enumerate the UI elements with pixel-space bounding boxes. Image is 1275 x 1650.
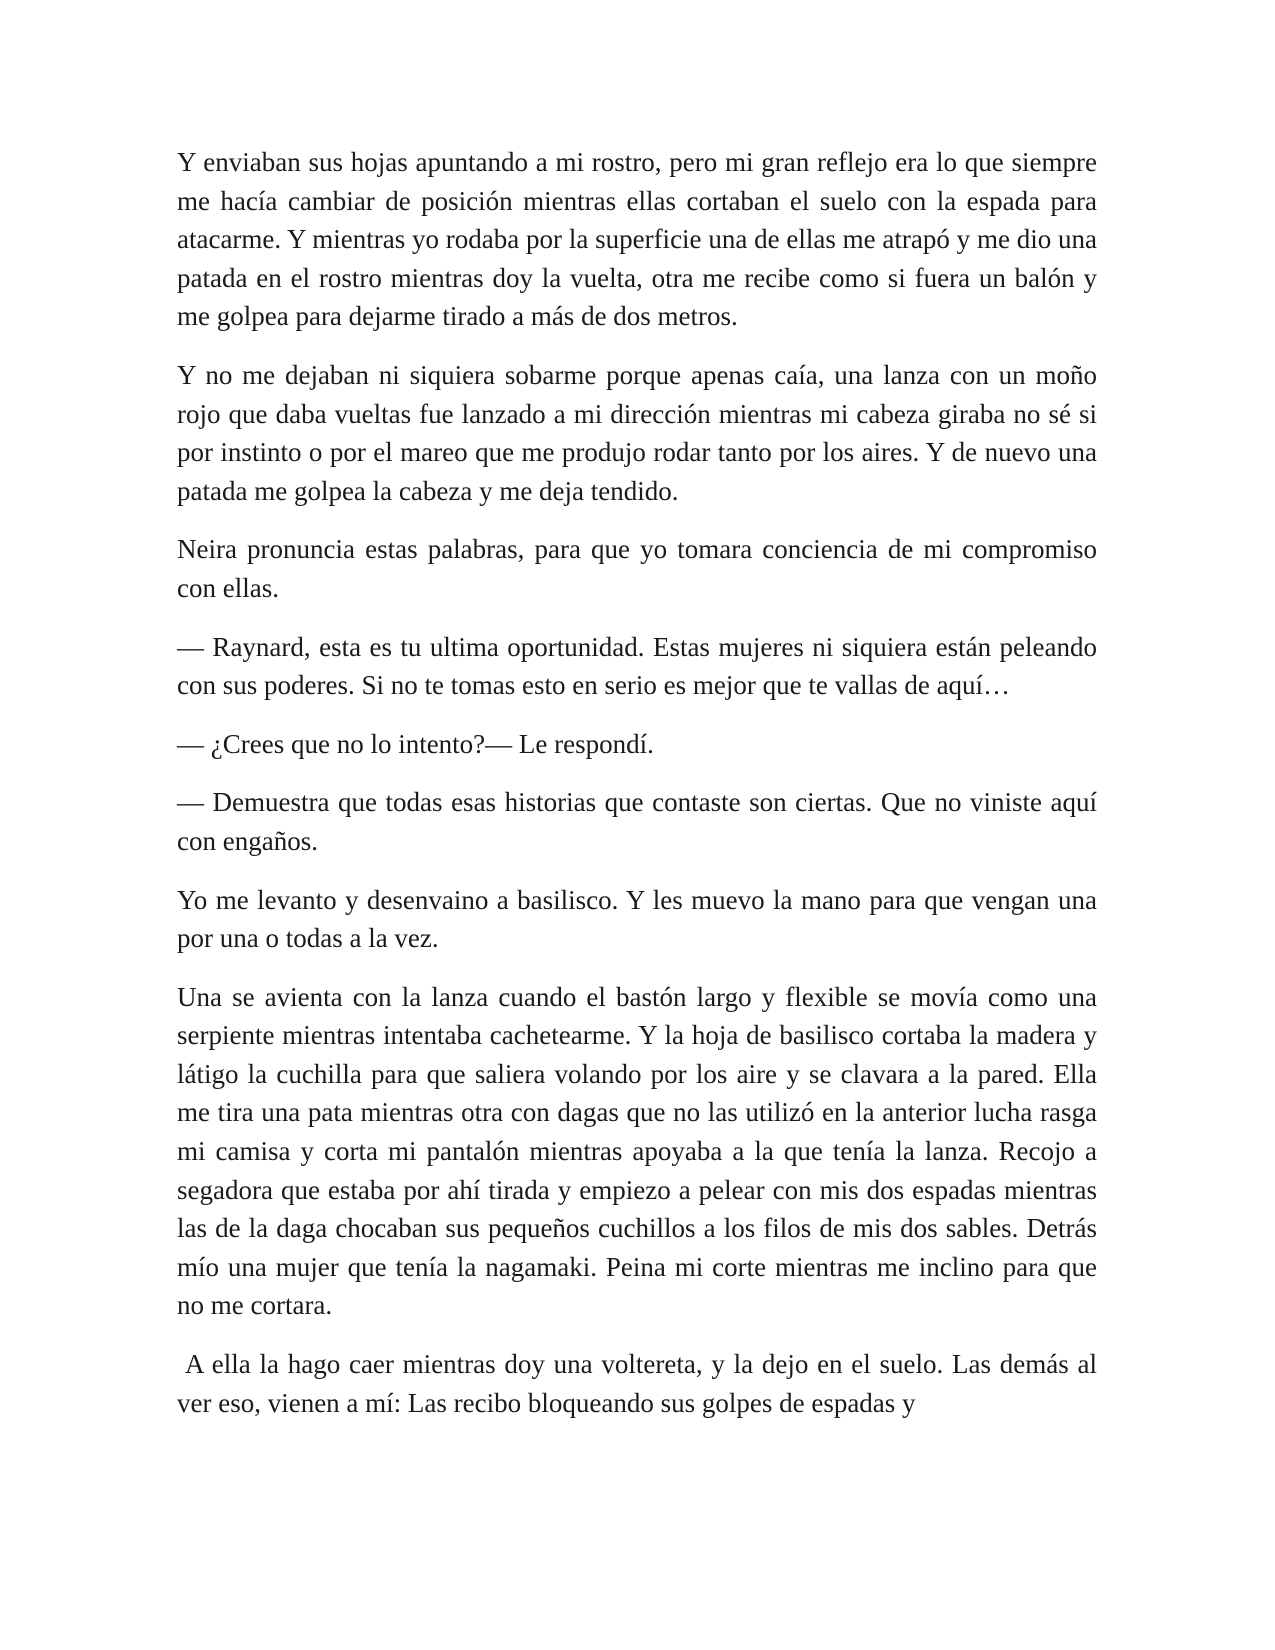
paragraph-5: Una se avienta con la lanza cuando el bastón largo y flexible se movía como una serpiente mientras intentaba cachetearme. Y la hoja de basilisco cortaba la madera y látigo la cuchilla para que saliera volando por los aire y se clavara a la pared. Ella me tira una pata mientras otra con dagas que no las utilizó en la anterior lucha rasga mi camisa y corta mi pantalón mientras apoyaba a la que tenía la lanza. Recojo a segadora que estaba por ahí tirada y empiezo a pelear con mis dos espadas mientras las de la daga chocaban sus pequeños cuchillos a los filos de mis dos sables. Detrás mío una mujer que tenía la nagamaki. Peina mi corte mientras me inclino para que no me cortara.: [177, 981, 1097, 1321]
paragraph-2: Y no me dejaban ni siquiera sobarme porque apenas caía, una lanza con un moño rojo que daba vueltas fue lanzado a mi dirección mientras mi cabeza giraba no sé si por instinto o por el mareo que me produjo rodar tanto por los aires. Y de nuevo una patada me golpea la cabeza y me deja tendido.: [177, 359, 1097, 506]
paragraph-3: Neira pronuncia estas palabras, para que yo tomara conciencia de mi compromiso con ellas.: [177, 534, 1097, 603]
dialogue-raynard: — ¿Crees que no lo intento?— Le respondí.: [177, 728, 654, 759]
paragraph-4: Yo me levanto y desenvaino a basilisco. Y les muevo la mano para que vengan una por una o todas a la vez.: [177, 884, 1097, 954]
body-text: [177, 143, 1097, 1442]
paragraph-1: Y enviaban sus hojas apuntando a mi rostro, pero mi gran reflejo era lo que siempre me hacía cambiar de posición mientras ellas cortaban el suelo con la espada para atacarme. Y mientras yo rodaba por la superficie una de ellas me atrapó y me dio una patada en el rostro mientras doy la vuelta, otra me recibe como si fuera un balón y me golpea para dejarme tirado a más de dos metros.: [177, 147, 1097, 332]
paragraph-6: A ella la hago caer mientras doy una voltereta, y la dejo en el suelo. Las demás al ver eso, vienen a mí: Las recibo bloqueando sus golpes de espadas y: [177, 1349, 1097, 1418]
dialogue-neira-1: — Raynard, esta es tu ultima oportunidad. Estas mujeres ni siquiera están peleando con sus poderes. Si no te tomas esto en serio es mejor que te vallas de aquí…: [177, 631, 1097, 701]
dialogue-neira-2: — Demuestra que todas esas historias que contaste son ciertas. Que no viniste aquí con engaños.: [177, 787, 1097, 856]
